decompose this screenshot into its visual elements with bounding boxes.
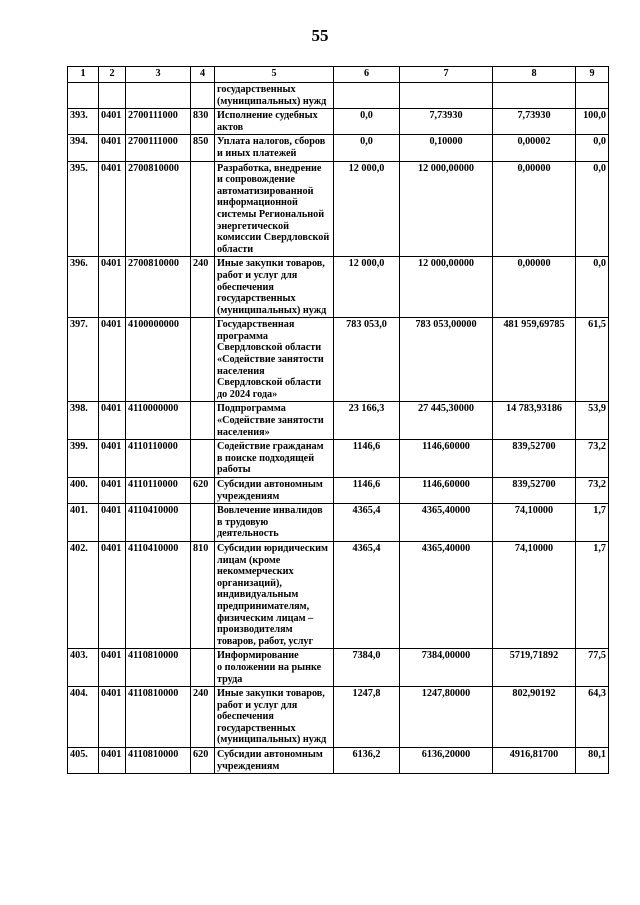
table-row bbox=[68, 135, 609, 161]
item-name-cell bbox=[215, 402, 334, 440]
item-name-cell bbox=[215, 440, 334, 478]
name-line: государственных bbox=[217, 722, 296, 734]
percent-cell: 73,2 bbox=[576, 440, 609, 478]
target-code-cell: 2700810000 bbox=[126, 257, 191, 318]
expense-type-cell bbox=[191, 318, 215, 402]
name-line: «Содействие занятости bbox=[217, 415, 324, 427]
section-code-cell: 0401 bbox=[99, 440, 126, 478]
name-line: Иные закупки товаров, bbox=[217, 688, 325, 700]
name-line: и иных платежей bbox=[217, 147, 297, 159]
row-number-cell: 403. bbox=[68, 649, 99, 687]
target-code-cell: 2700111000 bbox=[126, 109, 191, 135]
name-line: Разработка, внедрение bbox=[217, 162, 322, 174]
executed-amount-cell: 802,90192 bbox=[493, 687, 576, 748]
name-line: в трудовую bbox=[217, 516, 269, 528]
row-number-cell: 396. bbox=[68, 257, 99, 318]
name-line: работ и услуг для bbox=[217, 699, 298, 711]
percent-cell: 61,5 bbox=[576, 318, 609, 402]
executed-amount-cell: 0,00000 bbox=[493, 161, 576, 257]
item-name-cell bbox=[215, 541, 334, 648]
name-line: работы bbox=[217, 464, 251, 476]
name-line: учреждениям bbox=[217, 760, 280, 772]
executed-amount-cell: 74,10000 bbox=[493, 504, 576, 542]
executed-amount-cell: 7,73930 bbox=[493, 109, 576, 135]
plan-amount-cell: 783 053,0 bbox=[334, 318, 400, 402]
row-number-cell: 404. bbox=[68, 687, 99, 748]
expense-type-cell: 620 bbox=[191, 748, 215, 774]
name-line: Государственная bbox=[217, 319, 295, 331]
executed-amount-cell: 839,52700 bbox=[493, 478, 576, 504]
plan-amount-cell: 4365,4 bbox=[334, 541, 400, 648]
plan-amount-cell: 0,0 bbox=[334, 109, 400, 135]
executed-amount-cell: 0,00000 bbox=[493, 257, 576, 318]
refined-amount-cell: 1146,60000 bbox=[400, 440, 493, 478]
executed-amount-cell: 5719,71892 bbox=[493, 649, 576, 687]
percent-cell: 80,1 bbox=[576, 748, 609, 774]
row-number-cell: 394. bbox=[68, 135, 99, 161]
plan-amount-cell: 6136,2 bbox=[334, 748, 400, 774]
percent-cell: 64,3 bbox=[576, 687, 609, 748]
expense-type-cell bbox=[191, 161, 215, 257]
target-code-cell: 2700111000 bbox=[126, 135, 191, 161]
expense-type-cell: 240 bbox=[191, 687, 215, 748]
column-header: 6 bbox=[334, 67, 400, 83]
target-code-cell: 4110110000 bbox=[126, 478, 191, 504]
refined-amount-cell: 12 000,00000 bbox=[400, 257, 493, 318]
table-row bbox=[68, 748, 609, 774]
plan-amount-cell: 23 166,3 bbox=[334, 402, 400, 440]
refined-amount-cell: 4365,40000 bbox=[400, 541, 493, 648]
item-name-cell bbox=[215, 109, 334, 135]
name-line: работ и услуг для bbox=[217, 269, 298, 281]
name-line: системы Региональной bbox=[217, 208, 325, 220]
name-line: населения» bbox=[217, 426, 270, 438]
name-line: организаций), bbox=[217, 577, 282, 589]
refined-amount-cell: 27 445,30000 bbox=[400, 402, 493, 440]
refined-amount-cell: 783 053,00000 bbox=[400, 318, 493, 402]
item-name-cell bbox=[215, 318, 334, 402]
name-line: о положении на рынке bbox=[217, 661, 322, 673]
target-code-cell: 4110810000 bbox=[126, 748, 191, 774]
item-name-cell bbox=[215, 478, 334, 504]
column-header: 4 bbox=[191, 67, 215, 83]
plan-amount-cell: 12 000,0 bbox=[334, 257, 400, 318]
item-name-cell bbox=[215, 649, 334, 687]
percent-cell: 0,0 bbox=[576, 161, 609, 257]
column-header: 3 bbox=[126, 67, 191, 83]
plan-amount-cell: 7384,0 bbox=[334, 649, 400, 687]
name-line: комиссии Свердловской bbox=[217, 232, 330, 244]
column-header: 1 bbox=[68, 67, 99, 83]
name-line: некоммерческих bbox=[217, 566, 294, 578]
table-row bbox=[68, 440, 609, 478]
row-number-cell: 397. bbox=[68, 318, 99, 402]
executed-amount-cell: 14 783,93186 bbox=[493, 402, 576, 440]
name-line: Субсидии автономным bbox=[217, 749, 323, 761]
refined-amount-cell: 1247,80000 bbox=[400, 687, 493, 748]
executed-amount-cell: 839,52700 bbox=[493, 440, 576, 478]
row-number-cell: 398. bbox=[68, 402, 99, 440]
name-line: (муниципальных) нужд bbox=[217, 734, 327, 746]
section-code-cell: 0401 bbox=[99, 687, 126, 748]
percent-cell: 0,0 bbox=[576, 257, 609, 318]
table-row bbox=[68, 541, 609, 648]
column-header: 5 bbox=[215, 67, 334, 83]
executed-amount-cell: 0,00002 bbox=[493, 135, 576, 161]
column-header: 7 bbox=[400, 67, 493, 83]
expense-type-cell: 620 bbox=[191, 478, 215, 504]
table-row bbox=[68, 257, 609, 318]
name-line: программа bbox=[217, 330, 268, 342]
item-name-cell bbox=[215, 748, 334, 774]
expense-type-cell: 830 bbox=[191, 109, 215, 135]
item-name-cell bbox=[215, 161, 334, 257]
name-line: Уплата налогов, сборов bbox=[217, 136, 326, 148]
name-line: Субсидии юридическим bbox=[217, 542, 328, 554]
name-line: индивидуальным bbox=[217, 589, 299, 601]
name-line: области bbox=[217, 243, 254, 255]
name-line: Субсидии автономным bbox=[217, 479, 323, 490]
section-code-cell: 0401 bbox=[99, 541, 126, 648]
name-line: Иные закупки товаров, bbox=[217, 258, 325, 270]
section-code-cell: 0401 bbox=[99, 161, 126, 257]
section-code-cell: 0401 bbox=[99, 135, 126, 161]
percent-cell: 1,7 bbox=[576, 504, 609, 542]
table-row bbox=[68, 478, 609, 504]
refined-amount-cell: 1146,60000 bbox=[400, 478, 493, 504]
table-row bbox=[68, 687, 609, 748]
name-line: (муниципальных) нужд bbox=[217, 95, 327, 107]
percent-cell: 77,5 bbox=[576, 649, 609, 687]
row-number-cell: 400. bbox=[68, 478, 99, 504]
row-number-cell: 393. bbox=[68, 109, 99, 135]
name-line: обеспечения bbox=[217, 281, 274, 293]
name-line: информационной bbox=[217, 197, 298, 209]
expense-type-cell bbox=[191, 402, 215, 440]
name-line: учреждениям bbox=[217, 490, 280, 502]
table-row bbox=[68, 402, 609, 440]
name-line: государственных bbox=[217, 293, 296, 305]
name-line: (муниципальных) нужд bbox=[217, 304, 327, 316]
budget-table bbox=[67, 66, 609, 774]
table-row bbox=[68, 318, 609, 402]
refined-amount-cell: 7384,00000 bbox=[400, 649, 493, 687]
expense-type-cell bbox=[191, 440, 215, 478]
plan-amount-cell: 4365,4 bbox=[334, 504, 400, 542]
executed-amount-cell: 481 959,69785 bbox=[493, 318, 576, 402]
refined-amount-cell: 4365,40000 bbox=[400, 504, 493, 542]
name-line: до 2024 года» bbox=[217, 388, 278, 400]
expense-type-cell bbox=[191, 649, 215, 687]
table-row bbox=[68, 649, 609, 687]
refined-amount-cell: 7,73930 bbox=[400, 109, 493, 135]
executed-amount-cell: 4916,81700 bbox=[493, 748, 576, 774]
name-line: в поиске подходящей bbox=[217, 452, 315, 464]
refined-amount-cell: 0,10000 bbox=[400, 135, 493, 161]
target-code-cell: 4100000000 bbox=[126, 318, 191, 402]
expense-type-cell bbox=[191, 504, 215, 542]
section-code-cell: 0401 bbox=[99, 478, 126, 504]
row-number-cell: 405. bbox=[68, 748, 99, 774]
column-header: 9 bbox=[576, 67, 609, 83]
name-line: Информирование bbox=[217, 650, 299, 662]
executed-amount-cell: 74,10000 bbox=[493, 541, 576, 648]
plan-amount-cell: 1247,8 bbox=[334, 687, 400, 748]
section-code-cell: 0401 bbox=[99, 748, 126, 774]
target-code-cell: 4110410000 bbox=[126, 541, 191, 648]
row-number-cell: 399. bbox=[68, 440, 99, 478]
target-code-cell: 4110000000 bbox=[126, 402, 191, 440]
name-line: лицам (кроме bbox=[217, 554, 281, 566]
name-line: Содействие гражданам bbox=[217, 441, 324, 453]
name-line: населения bbox=[217, 365, 265, 377]
percent-cell: 73,2 bbox=[576, 478, 609, 504]
percent-cell: 0,0 bbox=[576, 135, 609, 161]
target-code-cell: 4110810000 bbox=[126, 687, 191, 748]
item-name-cell bbox=[215, 257, 334, 318]
plan-amount-cell: 1146,6 bbox=[334, 440, 400, 478]
refined-amount-cell: 6136,20000 bbox=[400, 748, 493, 774]
table-row bbox=[68, 161, 609, 257]
plan-amount-cell: 1146,6 bbox=[334, 478, 400, 504]
section-code-cell: 0401 bbox=[99, 649, 126, 687]
page-number: 55 bbox=[311, 26, 329, 45]
percent-cell: 53,9 bbox=[576, 402, 609, 440]
target-code-cell: 4110410000 bbox=[126, 504, 191, 542]
section-code-cell: 0401 bbox=[99, 257, 126, 318]
name-line: Исполнение судебных bbox=[217, 110, 318, 122]
name-line: Свердловской области bbox=[217, 377, 322, 389]
section-code-cell: 0401 bbox=[99, 504, 126, 542]
name-line: Свердловской области bbox=[217, 342, 322, 354]
item-name-cell bbox=[215, 687, 334, 748]
continuation-name-cell bbox=[215, 83, 334, 109]
refined-amount-cell: 12 000,00000 bbox=[400, 161, 493, 257]
name-line: обеспечения bbox=[217, 711, 274, 723]
plan-amount-cell: 0,0 bbox=[334, 135, 400, 161]
name-line: труда bbox=[217, 673, 243, 685]
row-number-cell: 401. bbox=[68, 504, 99, 542]
target-code-cell: 4110810000 bbox=[126, 649, 191, 687]
section-code-cell: 0401 bbox=[99, 318, 126, 402]
target-code-cell: 4110110000 bbox=[126, 440, 191, 478]
plan-amount-cell: 12 000,0 bbox=[334, 161, 400, 257]
name-line: физическим лицам – bbox=[217, 612, 314, 624]
target-code-cell: 2700810000 bbox=[126, 161, 191, 257]
name-line: деятельность bbox=[217, 528, 279, 540]
table-row bbox=[68, 504, 609, 542]
name-line: Вовлечение инвалидов bbox=[217, 505, 323, 517]
name-line: товаров, работ, услуг bbox=[217, 635, 314, 647]
name-line: актов bbox=[217, 121, 244, 133]
column-header: 8 bbox=[493, 67, 576, 83]
name-line: производителям bbox=[217, 624, 293, 636]
name-line: «Содействие занятости bbox=[217, 354, 324, 366]
continuation-row bbox=[68, 83, 609, 109]
item-name-cell bbox=[215, 504, 334, 542]
row-number-cell: 395. bbox=[68, 161, 99, 257]
expense-type-cell: 850 bbox=[191, 135, 215, 161]
percent-cell: 1,7 bbox=[576, 541, 609, 648]
expense-type-cell: 240 bbox=[191, 257, 215, 318]
name-line: автоматизированной bbox=[217, 185, 314, 197]
name-line: Подпрограмма bbox=[217, 403, 286, 415]
name-line: энергетической bbox=[217, 220, 289, 232]
name-line: и сопровождение bbox=[217, 174, 296, 186]
name-line: государственных bbox=[217, 84, 296, 95]
column-header: 2 bbox=[99, 67, 126, 83]
percent-cell: 100,0 bbox=[576, 109, 609, 135]
item-name-cell bbox=[215, 135, 334, 161]
expense-type-cell: 810 bbox=[191, 541, 215, 648]
name-line: предпринимателям, bbox=[217, 600, 310, 612]
row-number-cell: 402. bbox=[68, 541, 99, 648]
header-row bbox=[68, 67, 609, 83]
table-row bbox=[68, 109, 609, 135]
section-code-cell: 0401 bbox=[99, 402, 126, 440]
section-code-cell: 0401 bbox=[99, 109, 126, 135]
